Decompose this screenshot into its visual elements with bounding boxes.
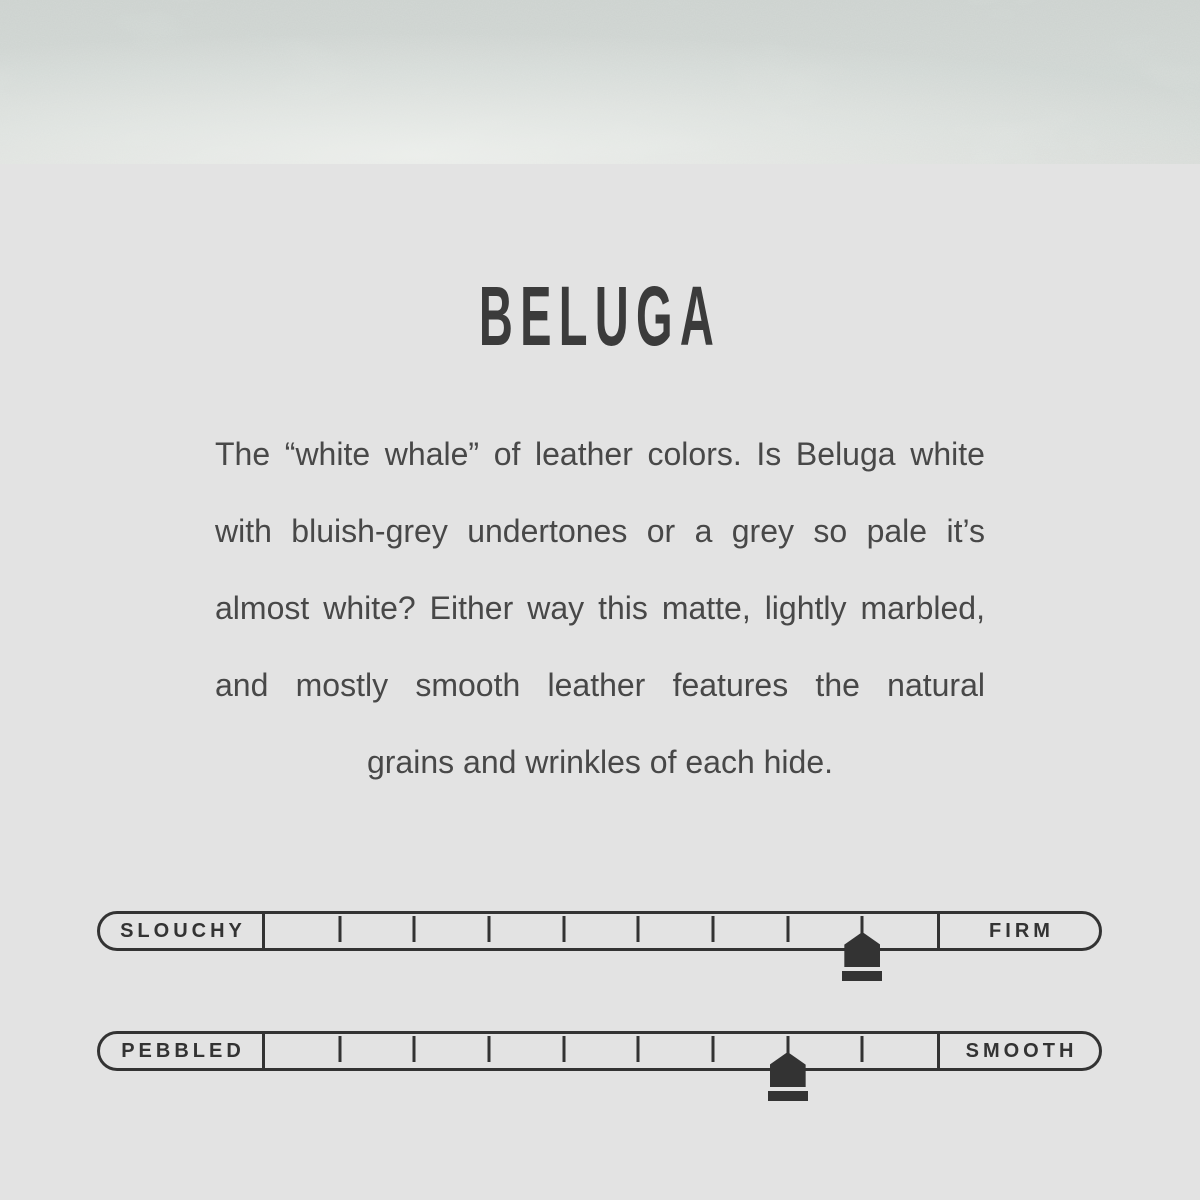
scale-left-segment <box>100 914 265 948</box>
tick-mark <box>413 1036 416 1062</box>
marker-pointer <box>844 932 880 967</box>
tick-mark <box>413 916 416 942</box>
tick-mark <box>861 1036 864 1062</box>
tick-mark <box>338 1036 341 1062</box>
scale-right-segment <box>937 914 1099 948</box>
scale-right-label: FIRM <box>989 919 1054 942</box>
tick-mark <box>562 916 565 942</box>
tick-mark <box>338 916 341 942</box>
description-last-line: grains and wrinkles of each hide. <box>366 744 834 780</box>
marker-base <box>768 1091 808 1101</box>
scale-track <box>265 914 937 948</box>
tick-mark <box>637 1036 640 1062</box>
marker-base <box>842 971 882 981</box>
tick-mark <box>712 916 715 942</box>
marker-pointer <box>770 1052 806 1087</box>
description-line: with bluish-grey undertones or a grey so pale it’s <box>215 513 985 549</box>
scale-left-label: SLOUCHY <box>120 919 246 942</box>
description-line: and mostly smooth leather features the natural <box>215 667 985 703</box>
description-justified-lines <box>215 416 985 724</box>
tick-mark <box>712 1036 715 1062</box>
scale-right-label: SMOOTH <box>965 1039 1078 1062</box>
tick-mark <box>488 1036 491 1062</box>
description-line: almost white? Either way this matte, lightly marbled, <box>215 590 985 626</box>
leather-swatch-image <box>0 0 1200 164</box>
scale-left-label: PEBBLED <box>121 1039 245 1062</box>
scale-track <box>265 1034 937 1068</box>
tick-mark <box>637 916 640 942</box>
tick-mark <box>786 916 789 942</box>
position-marker <box>842 932 882 981</box>
slouchy-firm-scale <box>97 911 1102 951</box>
pebbled-smooth-scale <box>97 1031 1102 1071</box>
description-paragraph <box>215 416 985 801</box>
tick-mark <box>562 1036 565 1062</box>
scale-right-segment <box>937 1034 1099 1068</box>
scale-left-segment <box>100 1034 265 1068</box>
tick-mark <box>488 916 491 942</box>
position-marker <box>768 1052 808 1101</box>
page-title: BELUGA <box>478 269 722 363</box>
description-line: The “white whale” of leather colors. Is Beluga white <box>215 436 985 472</box>
